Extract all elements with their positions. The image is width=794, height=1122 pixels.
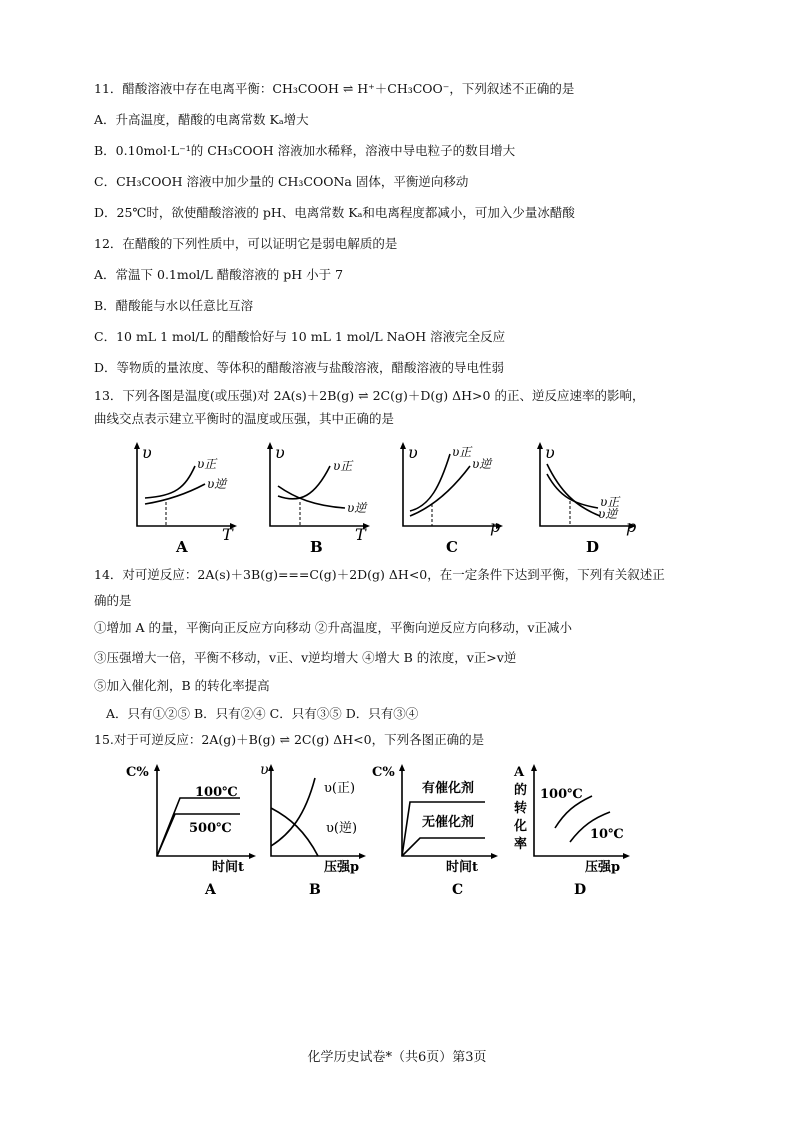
q13-graphs (0, 436, 794, 558)
page-footer: 化学历史试卷*（共6页）第3页 (307, 1050, 487, 1065)
q15c-y-label: C% (372, 765, 395, 780)
q13d-x-label: p (626, 517, 637, 536)
q11-option-b: B．0.10mol·L⁻¹的 CH₃COOH 溶液加水稀释，溶液中导电粒子的数目增大 (94, 143, 516, 158)
q14-stem-line1: 14．对可逆反应：2A(s)＋3B(g)===C(g)＋2D(g) ΔH<0，在一定条件下达到平衡，下列有关叙述正 (94, 567, 665, 582)
q13b-vfwd-label: υ正 (333, 459, 353, 473)
q15d-y-label-char-4: 化 (514, 819, 528, 834)
q13d-vrev-label: υ逆 (598, 507, 618, 521)
q13-graph-c (400, 442, 503, 556)
q15a-100c-label: 100℃ (195, 785, 238, 800)
q13c-option-label: C (446, 538, 458, 556)
q15a-y-arrow (154, 764, 160, 771)
q15d-option-label: D (574, 882, 587, 898)
q13-graph-b (267, 442, 370, 556)
q12-stem: 12．在醋酸的下列性质中，可以证明它是弱电解质的是 (94, 236, 398, 251)
q15d-y-label-char-1: A (514, 765, 525, 780)
q15c-no-catalyst-label: 无催化剂 (422, 815, 475, 830)
q14-statement-3-4: ③压强增大一倍，平衡不移动，v正、v逆均增大 ④增大 B 的浓度，v正>v逆 (94, 650, 517, 665)
q13c-vfwd-label: υ正 (452, 445, 472, 459)
q13b-x-label: T (355, 525, 366, 544)
q13c-x-label: p (490, 517, 501, 536)
q13d-y-label: υ (545, 443, 555, 462)
q15a-x-arrow (249, 853, 256, 859)
q13-stem-line2: 曲线交点表示建立平衡时的温度或压强，其中正确的是 (94, 411, 395, 426)
q15a-axes (157, 768, 252, 856)
q15a-option-label: A (205, 882, 216, 898)
q14-options: A．只有①②⑤ B．只有②④ C．只有③⑤ D．只有③④ (106, 706, 419, 721)
q13a-option-label: A (176, 538, 188, 556)
q13c-forward-curve (410, 454, 450, 511)
q13a-y-arrow (134, 442, 140, 449)
q15d-y-label-char-2: 的 (514, 783, 528, 798)
q15b-y-arrow (268, 764, 274, 771)
q13a-reverse-curve (145, 484, 205, 504)
q15b-vrev-label: υ(逆) (326, 821, 358, 836)
q14-stem-line2: 确的是 (94, 593, 132, 608)
q13b-y-label: υ (275, 443, 285, 462)
q11-stem: 11．醋酸溶液中存在电离平衡：CH₃COOH ⇌ H⁺＋CH₃COO⁻，下列叙述不正确的是 (94, 81, 575, 96)
q14-statement-5: ⑤加入催化剂，B 的转化率提高 (94, 678, 270, 693)
q15c-no-catalyst-curve (402, 838, 485, 856)
q15b-x-label: 压强p (324, 860, 360, 875)
q13d-reverse-curve (547, 464, 600, 516)
q15d-y-label-char-5: 率 (514, 837, 528, 852)
q12-option-c: C．10 mL 1 mol/L 的醋酸恰好与 10 mL 1 mol/L NaOH 溶液完全反应 (94, 329, 506, 344)
q15-graphs (0, 756, 794, 906)
q13d-option-label: D (586, 538, 600, 556)
q15c-x-label: 时间t (446, 860, 479, 875)
q15-graph-c (372, 764, 498, 898)
q15c-x-arrow (491, 853, 498, 859)
q11-option-a: A．升高温度，醋酸的电离常数 Kₐ增大 (94, 112, 309, 127)
q15a-500c-label: 500℃ (189, 821, 232, 836)
q15b-option-label: B (309, 882, 321, 898)
q15-graph-d (513, 764, 630, 898)
q15a-x-label: 时间t (212, 860, 245, 875)
q15c-y-arrow (399, 764, 405, 771)
q15b-vfwd-label: υ(正) (324, 781, 356, 796)
q13b-y-arrow (267, 442, 273, 449)
q13b-vrev-label: υ逆 (347, 501, 367, 515)
q13c-y-arrow (400, 442, 406, 449)
q11-option-c: C．CH₃COOH 溶液中加少量的 CH₃COONa 固体，平衡逆向移动 (94, 174, 469, 189)
q13a-y-label: υ (142, 443, 152, 462)
q15c-option-label: C (452, 882, 464, 898)
q15d-100c-label: 100℃ (540, 787, 583, 802)
q13d-vfwd-label: υ正 (600, 495, 620, 509)
q14-statement-1-2: ①增加 A 的量，平衡向正反应方向移动 ②升高温度，平衡向逆反应方向移动，v正减小 (94, 620, 573, 635)
q13a-x-label: T (222, 525, 233, 544)
q13-graph-a (134, 442, 237, 556)
q15d-x-arrow (623, 853, 630, 859)
q13d-y-arrow (537, 442, 543, 449)
q15d-x-label: 压强p (585, 860, 621, 875)
q15d-axes (534, 768, 626, 856)
q12-option-d: D．等物质的量浓度、等体积的醋酸溶液与盐酸溶液，醋酸溶液的导电性弱 (94, 360, 505, 375)
q15-graph-b (260, 762, 366, 898)
q15b-y-label: υ (260, 762, 269, 778)
q13a-forward-curve (145, 466, 195, 498)
q11-option-d: D．25℃时，欲使醋酸溶液的 pH、电离常数 Kₐ和电离程度都减小，可加入少量冰醋酸 (94, 205, 575, 220)
q15d-10c-label: 10℃ (590, 827, 624, 842)
q15d-y-arrow (531, 764, 537, 771)
q13c-vrev-label: υ逆 (472, 457, 492, 471)
q15b-x-arrow (359, 853, 366, 859)
q13a-vrev-label: υ逆 (207, 477, 227, 491)
q15a-y-label: C% (126, 765, 149, 780)
q13c-y-label: υ (408, 443, 418, 462)
q13b-option-label: B (310, 538, 323, 556)
q12-option-a: A．常温下 0.1mol/L 醋酸溶液的 pH 小于 7 (94, 267, 344, 282)
q15b-reverse-curve (271, 808, 318, 856)
q13b-forward-curve (278, 466, 330, 499)
q15d-y-label-char-3: 转 (514, 801, 528, 816)
q13c-reverse-curve (410, 466, 470, 516)
q13a-vfwd-label: υ正 (197, 457, 217, 471)
q15c-catalyst-label: 有催化剂 (422, 781, 475, 796)
q13b-reverse-curve (278, 486, 345, 508)
q13-stem-line1: 13．下列各图是温度(或压强)对 2A(s)＋2B(g) ⇌ 2C(g)＋D(g) ΔH>0 的正、逆反应速率的影响， (94, 388, 645, 403)
q15-stem: 15.对于可逆反应：2A(g)＋B(g) ⇌ 2C(g) ΔH<0，下列各图正确的是 (94, 732, 485, 747)
q12-option-b: B．醋酸能与水以任意比互溶 (94, 298, 254, 313)
q13-graph-d (537, 442, 636, 556)
q15-graph-a (126, 764, 256, 898)
